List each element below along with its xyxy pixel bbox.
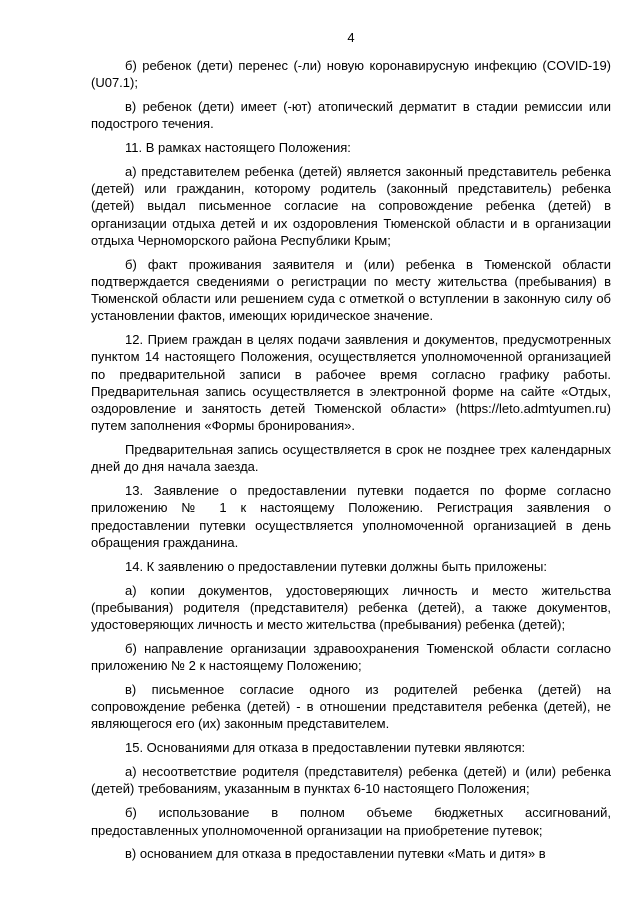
paragraph-clause-14b: б) направление организации здравоохранения Тюменской области согласно приложению № 2 к настоящему Положению;	[91, 640, 611, 674]
document-page	[91, 28, 611, 869]
paragraph-clause-15b: б) использование в полном объеме бюджетных ассигнований, предоставленных уполномоченной организации на приобретение путевок;	[91, 805, 611, 838]
paragraph-clause-14c: в) письменное согласие одного из родителей ребенка (детей) на сопровождение ребенка (детей) - в отношении представителя ребенка (детей), не являющегося его (их) законным представителем.	[91, 682, 611, 732]
paragraph-clause-15: 15. Основаниями для отказа в предоставлении путевки являются:	[125, 740, 526, 756]
paragraph-preregistration: Предварительная запись осуществляется в срок не позднее трех календарных дней до дня начала заезда.	[91, 442, 611, 475]
paragraph-clause-15c: в) основанием для отказа в предоставлении путевки «Мать и дитя» в	[125, 846, 546, 862]
paragraph-clause-12: 12. Прием граждан в целях подачи заявления и документов, предусмотренных пунктом 14 настоящего Положения, осуществляется уполномоченной организацией по предварительной записи в рабочее время согласно графику работы. Предварительная запись осуществляется в электронной форме на сайте «Отдых, оздоровление и занятость детей Тюменской области» (https://leto.admtyumen.ru) путем заполнения «Формы бронирования».	[91, 332, 611, 434]
paragraph-clause-14: 14. К заявлению о предоставлении путевки должны быть приложены:	[125, 558, 547, 574]
paragraph-clause-11a: а) представителем ребенка (детей) является законный представитель ребенка (детей) или гражданин, которому родитель (законный представитель) ребенка (детей) выдал письменное согласие на сопровождение ребенка (детей) в организации отдыха детей и их оздоровления Тюменской области и в организации отдыха Черноморского района Республики Крым;	[91, 164, 611, 248]
paragraph-dermatitis: в) ребенок (дети) имеет (-ют) атопический дерматит в стадии ремиссии или подострого течения.	[91, 99, 611, 132]
paragraph-clause-11b: б) факт проживания заявителя и (или) ребенка в Тюменской области подтверждается сведениями о регистрации по месту жительства (пребывания) в Тюменской области или решением суда с отметкой о вступлении в законную силу об установлении фактов, имеющих юридическое значение.	[91, 256, 611, 324]
paragraph-clause-11: 11. В рамках настоящего Положения:	[125, 140, 351, 156]
paragraph-covid: б) ребенок (дети) перенес (-ли) новую коронавирусную инфекцию (COVID-19) (U07.1);	[91, 58, 611, 91]
paragraph-clause-14a: а) копии документов, удостоверяющих личность и место жительства (пребывания) родителя (представителя) ребенка (детей), а также документов, удостоверяющих личность и место жительства (пребывания) ребенка (детей);	[91, 582, 611, 633]
paragraph-clause-15a: а) несоответствие родителя (представителя) ребенка (детей) и (или) ребенка (детей) требованиям, указанным в пунктах 6-10 настоящего Положения;	[91, 764, 611, 797]
paragraph-clause-13: 13. Заявление о предоставлении путевки подается по форме согласно приложению № 1 к настоящему Положению. Регистрация заявления о предоставлении путевки осуществляется уполномоченной организацией в день обращения гражданина.	[91, 483, 611, 550]
page-number: 4	[347, 30, 355, 45]
